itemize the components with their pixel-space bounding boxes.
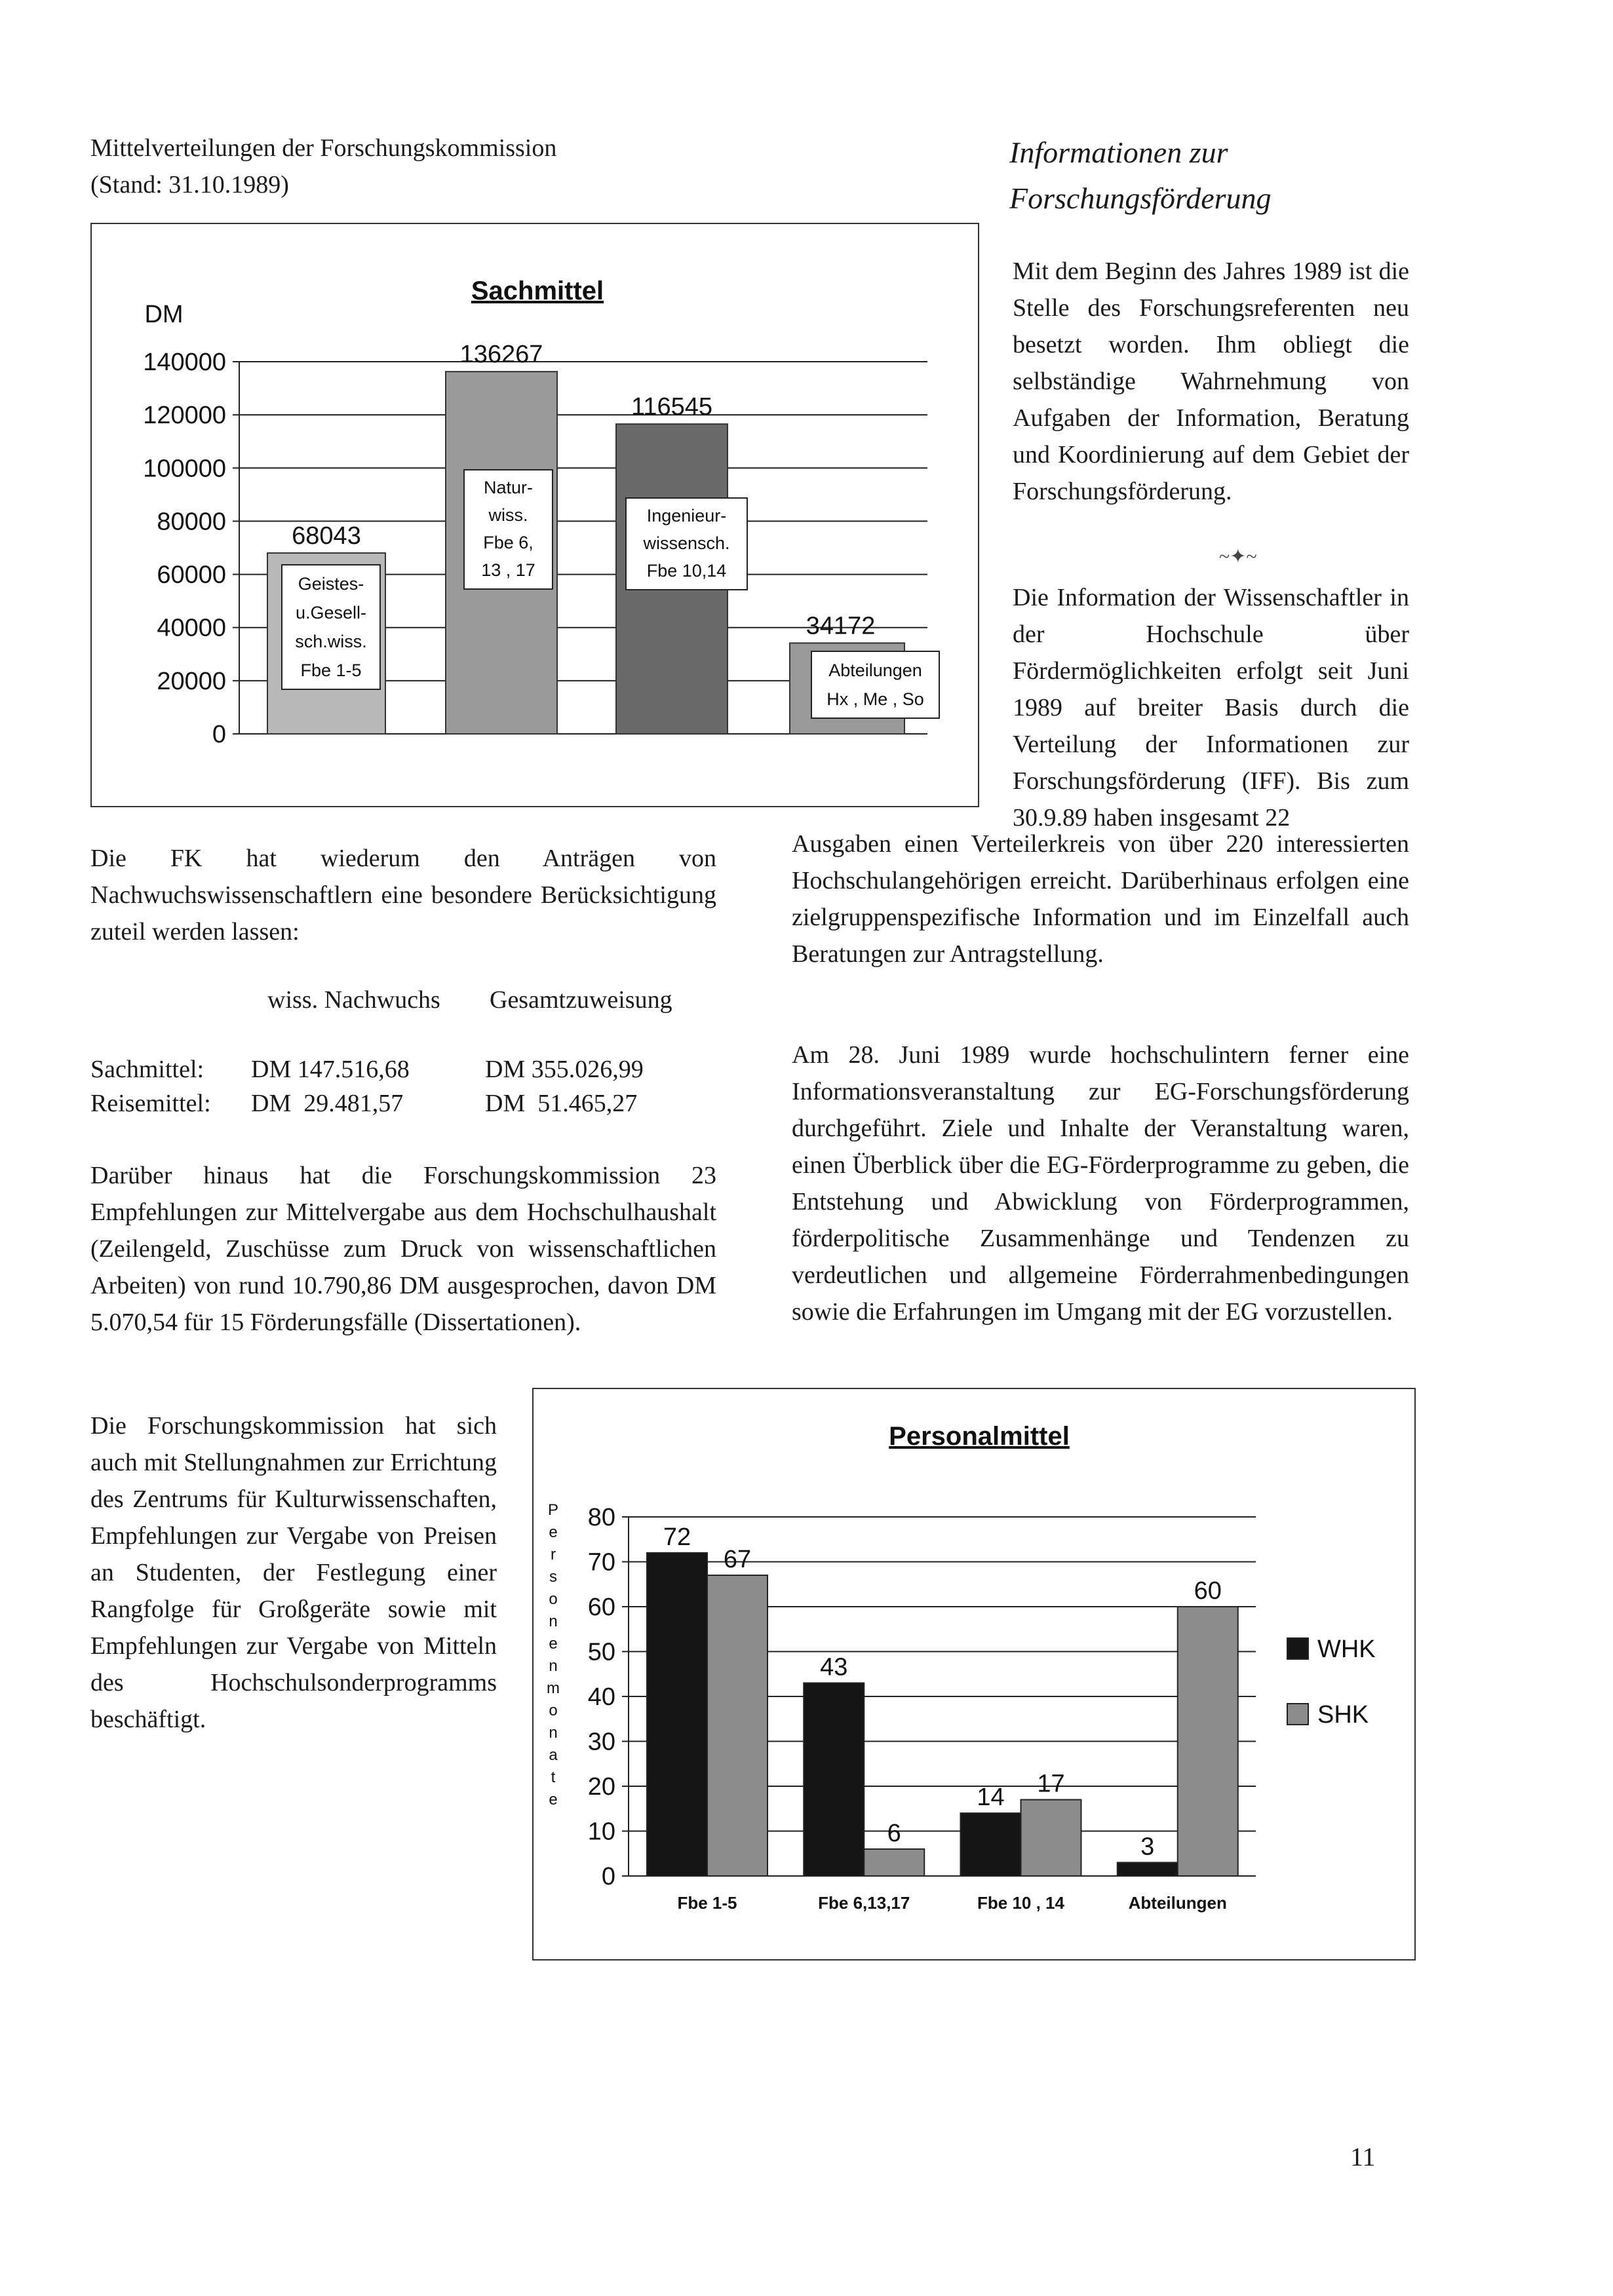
data-label: 17: [1037, 1770, 1065, 1798]
right-para-2-top: Die Information der Wissenschaftler in der Hochschule über Fördermöglichkeiten erfolgt seit Juni 1989 auf breiter Basis durch die Verteilung der Informationen zur Forschungsförderung (IFF). Bis zum 30.9.89 haben insgesamt 22: [1013, 584, 1409, 832]
category-label-line: Fbe 1-5: [300, 660, 362, 680]
right-para-1: Mit dem Beginn des Jahres 1989 ist die Stelle des Forschungsreferenten neu besetzt worden. Ihm obliegt die selbständige Wahrnehmung von Aufgaben der Information, Beratung und Koordinierung auf dem Gebiet der Forschungsförderung.: [1013, 258, 1409, 505]
y-tick-label: 50: [587, 1638, 615, 1666]
y-tick-label: 0: [601, 1863, 615, 1890]
y-tick-label: 70: [587, 1548, 615, 1577]
heading-line-2: Forschungsförderung: [1009, 182, 1272, 215]
page-number: 11: [1350, 2142, 1376, 2172]
row-label: Reisemittel:: [90, 1090, 211, 1117]
category-label-line: 13 , 17: [481, 560, 535, 580]
x-tick-label: Fbe 6,13,17: [818, 1893, 910, 1913]
table-row-sachmittel: [90, 1051, 644, 1088]
y-tick-label: 40: [587, 1683, 615, 1711]
y-axis-label-letter: m: [547, 1679, 560, 1697]
data-label: 72: [663, 1523, 691, 1551]
personalmittel-chart-svg: [534, 1389, 1414, 1959]
data-label: 116545: [631, 393, 712, 421]
x-tick-label: Fbe 1-5: [677, 1893, 737, 1913]
bar-shk: [707, 1575, 768, 1876]
y-tick-label: 80000: [157, 508, 226, 536]
y-tick-label: 140000: [143, 349, 226, 376]
table-header-gesamt: Gesamtzuweisung: [490, 986, 672, 1014]
y-tick-label: 20: [587, 1773, 615, 1801]
y-tick-label: 80: [587, 1504, 615, 1531]
y-axis-label-letter: e: [549, 1523, 558, 1541]
y-tick-label: 30: [587, 1728, 615, 1756]
bar-shk: [864, 1849, 924, 1876]
y-axis-label-letter: r: [551, 1546, 556, 1563]
category-label-line: Fbe 10,14: [646, 561, 727, 581]
category-label-line: Abteilungen: [828, 660, 922, 680]
y-axis-label: DM: [144, 301, 184, 328]
row-gesamt-value: DM 355.026,99: [485, 1056, 644, 1083]
data-label: 60: [1194, 1577, 1222, 1605]
y-tick-label: 10: [587, 1818, 615, 1846]
y-axis-label-letter: t: [551, 1769, 556, 1786]
y-axis-label-letter: o: [549, 1702, 558, 1719]
y-axis-label-letter: s: [549, 1568, 557, 1586]
x-tick-label: Fbe 10 , 14: [977, 1893, 1064, 1913]
category-label-line: Hx , Me , So: [826, 689, 924, 709]
table-header-nachwuchs: wiss. Nachwuchs: [267, 986, 440, 1014]
bar-shk: [1021, 1800, 1081, 1876]
row-label: Sachmittel:: [90, 1056, 204, 1083]
heading-line-1: Informationen zur: [1009, 136, 1228, 169]
table-row-reisemittel: [90, 1085, 637, 1122]
category-label-line: u.Gesell-: [295, 603, 367, 622]
ornament-mark: ~✦~: [1219, 546, 1257, 567]
category-label-line: sch.wiss.: [295, 632, 367, 651]
category-label-line: Ingenieur-: [646, 506, 727, 526]
category-label-line: wiss.: [488, 505, 528, 525]
data-label: 68043: [292, 522, 361, 550]
left-para-1: Die FK hat wiederum den Anträgen von Nachwuchswissenschaftlern eine besondere Berücksichtigung zuteil werden lassen:: [90, 845, 716, 946]
category-label-line: Fbe 6,: [483, 533, 534, 552]
y-axis-label-letter: e: [549, 1635, 558, 1653]
left-para-3: Die Forschungskommission hat sich auch mit Stellungnahmen zur Errichtung des Zentrums für Kulturwissenschaften, Empfehlungen zur Vergabe von Preisen an Studenten, der Festlegung einer Rangfolge für Großgeräte sowie mit Empfehlungen zur Vergabe von Mitteln des Hochschulsonderprogramms beschäftigt.: [90, 1412, 497, 1733]
chart-title: Sachmittel: [471, 277, 604, 305]
y-axis-label-letter: P: [547, 1501, 559, 1519]
title-line-1: Mittelverteilungen der Forschungskommission: [90, 134, 557, 162]
legend-swatch: [1287, 1704, 1308, 1725]
category-label-line: wissensch.: [643, 533, 730, 553]
row-gesamt-value: DM 51.465,27: [485, 1090, 638, 1117]
document-title: [90, 130, 556, 203]
y-axis-label-letter: o: [549, 1590, 558, 1608]
bar-whk: [804, 1683, 864, 1876]
data-label: 6: [887, 1819, 901, 1847]
right-para-2-bottom: Ausgaben einen Verteilerkreis von über 220 interessierten Hochschulangehörigen erreicht. Darüberhinaus erfolgen eine zielgruppenspezifische Information und im Einzelfall auch Beratungen zur Antragstellung.: [792, 830, 1409, 968]
bar-whk: [961, 1813, 1021, 1876]
y-tick-label: 40000: [157, 614, 226, 642]
legend-swatch: [1287, 1638, 1308, 1659]
legend-label: WHK: [1317, 1636, 1376, 1663]
bar-whk: [647, 1553, 707, 1876]
y-tick-label: 60: [587, 1594, 615, 1621]
left-para-2: Darüber hinaus hat die Forschungskommission 23 Empfehlungen zur Mittelvergabe aus dem Hochschulhaushalt (Zeilengeld, Zuschüsse zum Druck von wissenschaftlichen Arbeiten) von rund 10.790,86 DM ausgesprochen, davon DM 5.070,54 für 15 Förderungsfälle (Dissertationen).: [90, 1162, 716, 1336]
y-axis-label-letter: e: [549, 1791, 558, 1808]
legend-label: SHK: [1317, 1701, 1369, 1729]
chart-title: Personalmittel: [889, 1422, 1070, 1451]
data-label: 14: [977, 1784, 1005, 1812]
right-para-3: Am 28. Juni 1989 wurde hochschulintern ferner eine Informationsveranstaltung zur EG-Forschungsförderung durchgeführt. Ziele und Inhalte der Veranstaltung waren, einen Überblick über die EG-Förderprogramme zu geben, die Entstehung und Abwicklung von Förderprogrammen, förderpolitische Zusammenhänge und Tendenzen zu verdeutlichen und allgemeine Förderrahmenbedingungen sowie die Erfahrungen im Umgang mit der EG vorzustellen.: [792, 1041, 1409, 1326]
category-label-line: Geistes-: [298, 574, 364, 594]
title-line-2: (Stand: 31.10.1989): [90, 171, 289, 199]
x-tick-label: Abteilungen: [1128, 1893, 1227, 1913]
data-label: 67: [723, 1546, 752, 1574]
sachmittel-chart: [90, 223, 979, 807]
row-nachwuchs-value: DM 29.481,57: [251, 1090, 404, 1117]
y-tick-label: 100000: [143, 455, 226, 483]
data-label: 34172: [806, 612, 876, 640]
bar-shk: [1178, 1607, 1238, 1876]
data-label: 43: [820, 1653, 848, 1681]
y-axis-label-letter: n: [549, 1657, 558, 1675]
y-tick-label: 60000: [157, 561, 226, 589]
y-axis-label-letter: a: [549, 1746, 558, 1764]
data-label: 136267: [459, 341, 543, 369]
y-tick-label: 120000: [143, 402, 226, 430]
y-axis-label-letter: n: [549, 1613, 558, 1630]
y-axis-label-letter: n: [549, 1724, 558, 1742]
sachmittel-chart-svg: [92, 224, 978, 806]
bar-whk: [1117, 1862, 1178, 1876]
row-nachwuchs-value: DM 147.516,68: [251, 1056, 410, 1083]
personalmittel-chart: [532, 1388, 1416, 1961]
category-label-line: Natur-: [483, 478, 534, 497]
data-label: 3: [1140, 1833, 1155, 1861]
y-tick-label: 20000: [157, 667, 226, 695]
y-tick-label: 0: [212, 721, 226, 748]
right-heading: [1009, 130, 1416, 221]
